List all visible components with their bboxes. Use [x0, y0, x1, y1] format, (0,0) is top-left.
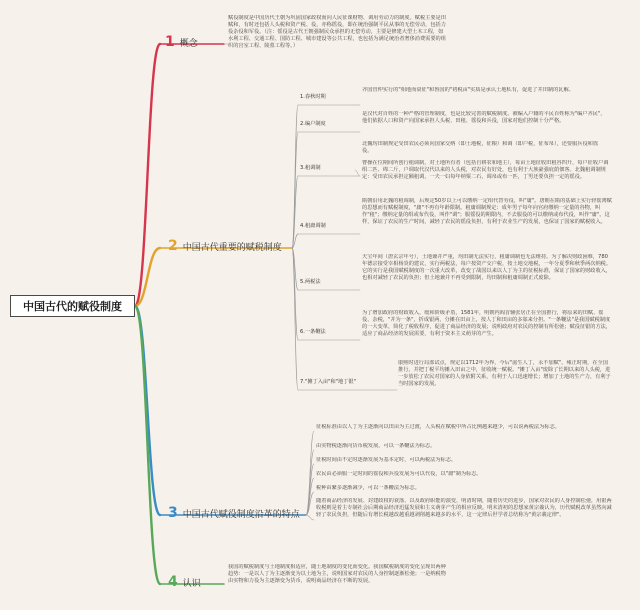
connector-branch-3 [135, 306, 160, 515]
connector-b3-point [306, 450, 314, 515]
branch-3-points [316, 424, 612, 534]
connector-branch-4 [135, 306, 160, 584]
b2-item-2-note: 是汉代对百姓的一种严格的管理制度，也是比较完善的赋税制度。被编入户籍的平民百姓称为"编户齐民"，他们依据人口和资产向国家承担人头税、田租、徭役和兵役，国家对他们控制十分严格。 [362, 111, 606, 125]
b3-point: 农民由必须服一定时间的徭役和兵役发展为可以代役，以"庸"制为标志。 [316, 471, 482, 477]
connector-b2-item3-second [355, 170, 360, 176]
b2-item-4-note: 隋朝沿用北魏的租调制，后规定50岁以上可以缴纳一定绢代替劳役，叫"庸"。唐朝在隋的基础上实行轻徭薄赋的思想而有赋税制度，"庸"不再有年龄限制。租庸调制规定：成年男子每年向官府缴纳一定量的谷物，叫作"租"；缴纳定量的绢或布代役，叫作"调"；服徭役的期限内，不去服役的可以缴纳或布代役，叫作"庸"。这样，保证了农民的生产时间，减轻了农民的徭役负担，有利于农业生产的发展，也保证了国家的赋税收入。 [362, 198, 612, 226]
b2-item-3-note: 北魏均田制规定受田农民必须向国家交纳（即土地税，征粮）和调（即户税，征布帛），还要服兵役和徭役。 [362, 141, 599, 155]
b2-item-5-note: 天宝年间（唐玄宗年号），土地兼并严重，均田制无法实行，租庸调制也无法维持。为了解决财政困难，780年德宗接受宰相杨炎的建议，实行两税法，每户按资产交户税，按土地交地税，一年分夏季和秋季两次纳税。它的实行是我国赋税制度的一次重大改革，改变了战国以来以人丁为主的征税标准，保证了国家的财政收入，也相对减轻了农民的负担；但土地兼并不再受到限制，均田制和租庸调制正式废除。 [362, 254, 612, 282]
b3-point: 由实物税逐渐向货币税发展，可以一条鞭法为标志。 [316, 443, 436, 449]
connector-b2-item [292, 105, 298, 248]
b3-point: 随着商品经济的发展、封建政权的衰落、以及政府职能的演变，明清时期，随着历史的进步，国家对农民的人身控制松弛，用银两收税则是着主专制社会后期商品经济迅猛发展和主义萌芽产生的相应反映。明末清初的思想家黄宗羲认为，历代赋税改革虽然向减轻了农民负担，但随后有增长税越改越重越剥削越来越多的水平，这一定律后世学者总结称为"黄宗羲定律"。 [316, 498, 612, 519]
root-title: 中国古代的赋役制度 [23, 300, 122, 313]
branch-4-node[interactable] [168, 574, 201, 590]
root-node[interactable] [10, 295, 135, 317]
branch-3-label: 中国古代赋役制度沿革的特点 [182, 509, 300, 520]
branch-2-node[interactable] [168, 238, 282, 254]
branch-3-number: 3 [168, 505, 178, 521]
connector-branch-1 [135, 44, 160, 306]
b2-item-2-label[interactable]: 2.编户制度 [300, 121, 326, 127]
b2-item-5-label[interactable]: 5.两税法 [300, 279, 321, 285]
connector-b3-point [306, 515, 314, 520]
branch-4-number: 4 [168, 574, 178, 590]
branch-3-node[interactable] [168, 505, 300, 521]
branch-4-note: 我国的赋税制度与土地制度相适应，随土地制度的变化而变化。我国赋税制度的变化呈现出两种趋势：一是以人丁为主逐渐变为以土地为主，说明国家对农民的人身控制逐渐松弛；一是纳税物由实物和力役为主逐渐变为货币，说明商品经济在不断的发展。 [228, 564, 446, 585]
b2-item-1-note: 齐国管仲实行的"相地而衰征"和鲁国的"初税亩"实质是承认土地私有，促进了井田制的瓦解。 [362, 87, 574, 93]
b2-item-6-label[interactable]: 6.一条鞭法 [300, 329, 326, 335]
b3-point: 征税时间由不定时逐渐发展为基本定时，可以两税法为标志。 [316, 457, 457, 463]
branch-2-label: 中国古代重要的赋税制度 [182, 242, 282, 253]
b2-item-3-label[interactable]: 3.租调制 [300, 165, 321, 171]
branch-2-number: 2 [168, 238, 178, 254]
branch-1-node[interactable] [165, 34, 198, 50]
b2-item-1-label[interactable]: 1.春秋时期 [300, 94, 326, 100]
b2-item-6-note: 为了增加政府的财政收入，缓和阶级矛盾，1581年，明朝内阁首辅张居正在全国推行，将原来的田赋、徭役、杂税，"并为一条"，折成银两，分摊在田亩上，按人丁和田亩的多寡来分担。"一条鞭法"是我国赋税制度的一大变革，简化了税收程序，促进了商品经济的发展；说明政府对农民的控制有所松弛；赋役征银的方法，适应了商品经济的发展需要，有利于资本主义萌芽的产生。 [362, 310, 612, 338]
branch-1-note: 赋役制度是中国历代王朝为巩固国家政权而向人民征课财物、调用劳动力的制度。赋税主要是田赋和，有时还包括人头税和资产税、役，亦称徭役，即在统治强制平民从事的无偿劳动，包括力役杂役和军役。（注：徭役是古代王朝强制民众承担的无偿劳动，主要是修建大型土木工程，如水利工程、交通工程、国防工程、城市建设等公共工程，也包括为满足统治者奢侈消费需要的组织的宫室工程、陵墓工程等。） [228, 15, 446, 50]
b2-item-3-note-2: 曹操在位期间所创行租调制，对土地所有者（包括自耕农和地主），每亩土地征收田租谷四升，每户征收户调绢二匹、绵二斤，户调取代汉代以来的人头税，对农民有好处，也有利于大族豪强庇荫佃客。北魏租调制规定：受田农民承担定额租调，一夫一妇每年纳粟二石，调帛或布一匹，丁男还要负担一定的徭役。 [362, 160, 609, 181]
b3-point: 税种由繁多逐渐减少，可以一条鞭法为标志。 [316, 485, 420, 491]
b2-item-7-note: 康熙时进行局部试点，规定以1712年为界，今后"滋生人丁，永不加赋"。雍正时期，在全国推行，并把丁税平均摊入田亩之中，征收统一赋税。"摊丁入亩"废除了长期以来的人头税，进一步放松了农民对国家的人身依附关系，有利于人口迅速增长；增加了土地的生产力，有利于当时国家的发展。 [398, 360, 611, 388]
b2-item-7-label[interactable]: 7."摊丁入亩"和"地丁银" [300, 379, 356, 385]
branch-1-number: 1 [165, 34, 175, 50]
branch-1-label: 概念 [179, 38, 198, 49]
b3-point: 征税标准由以人丁为主逐渐向以田亩为主过渡，人头税在赋税中所占比例越来越少，可以说两税法为标志。 [316, 424, 560, 430]
branch-4-label: 认识 [182, 578, 201, 589]
b2-item-4-label[interactable]: 4.租庸调制 [300, 223, 326, 229]
connector-b2-item [292, 132, 298, 248]
